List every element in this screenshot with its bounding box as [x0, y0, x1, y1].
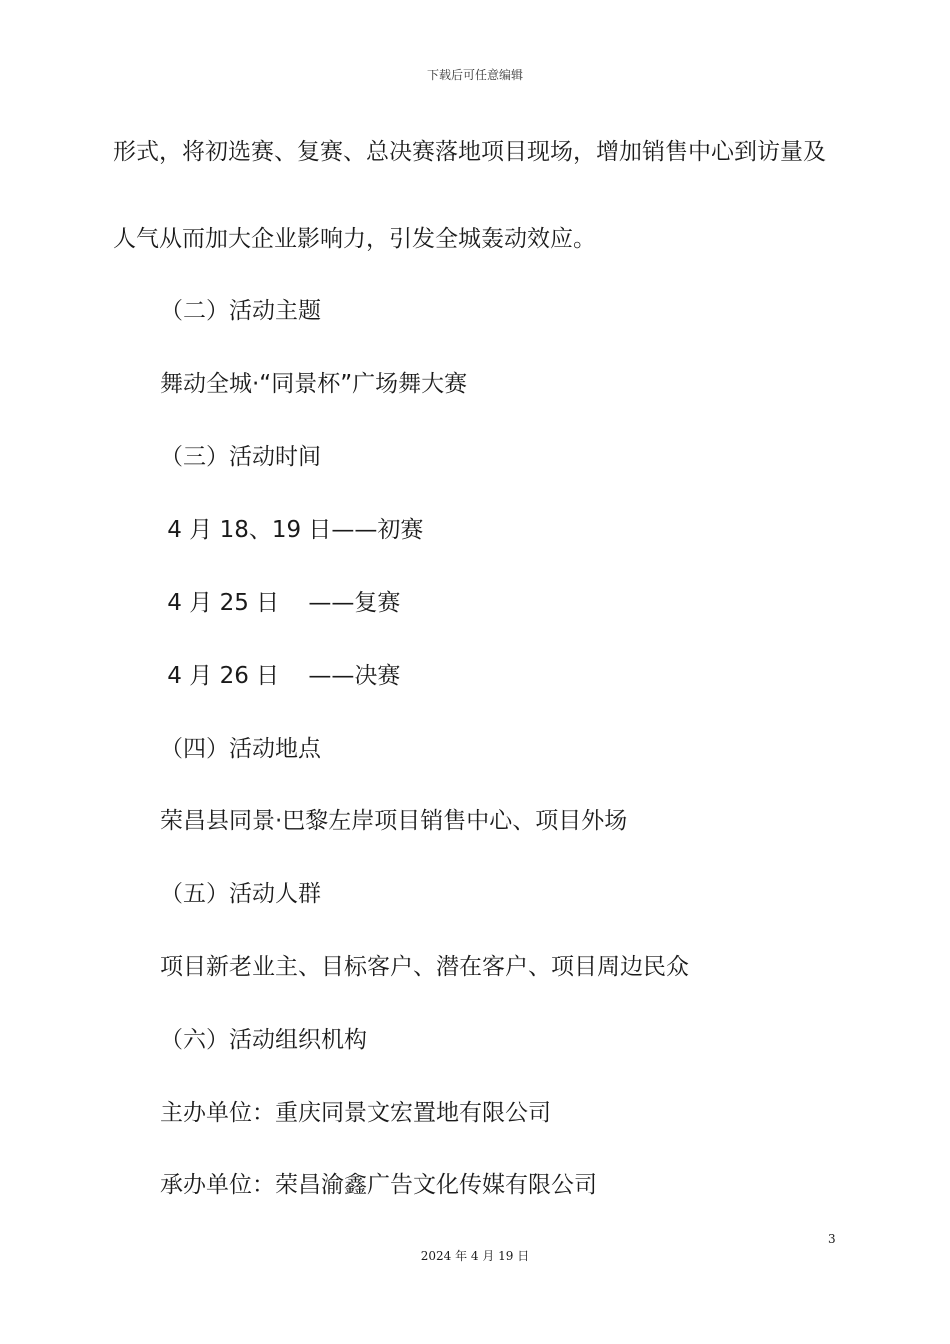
- audience-text: 项目新老业主、目标客户、潜在客户、项目周边民众: [160, 954, 689, 980]
- paragraph-line-1: 形式，将初选赛、复赛、总决赛落地项目现场，增加销售中心到访量及: [113, 139, 826, 165]
- theme-text: 舞动全城·“同景杯”广场舞大赛: [160, 371, 468, 397]
- location-text: 荣昌县同景·巴黎左岸项目销售中心、项目外场: [160, 808, 628, 834]
- location-heading: （四）活动地点: [160, 736, 321, 762]
- time-item-1: 4 月 18、19 日——初赛: [160, 517, 424, 543]
- co-organizer-text: 承办单位：荣昌渝鑫广告文化传媒有限公司: [160, 1172, 597, 1198]
- time-item-3: 4 月 26 日 ——决赛: [160, 663, 401, 689]
- page-header: 下载后可任意编辑: [426, 68, 523, 82]
- paragraph-line-2: 人气从而加大企业影响力，引发全城轰动效应。: [113, 226, 596, 252]
- org-heading: （六）活动组织机构: [160, 1027, 367, 1053]
- audience-heading: （五）活动人群: [160, 881, 321, 907]
- time-heading: （三）活动时间: [160, 444, 321, 470]
- theme-heading: （二）活动主题: [160, 298, 321, 324]
- time-item-2: 4 月 25 日 ——复赛: [160, 590, 401, 616]
- footer-date: 2024 年 4 月 19 日: [420, 1249, 530, 1263]
- page-number: 3: [828, 1232, 836, 1246]
- organizer-text: 主办单位：重庆同景文宏置地有限公司: [160, 1100, 551, 1126]
